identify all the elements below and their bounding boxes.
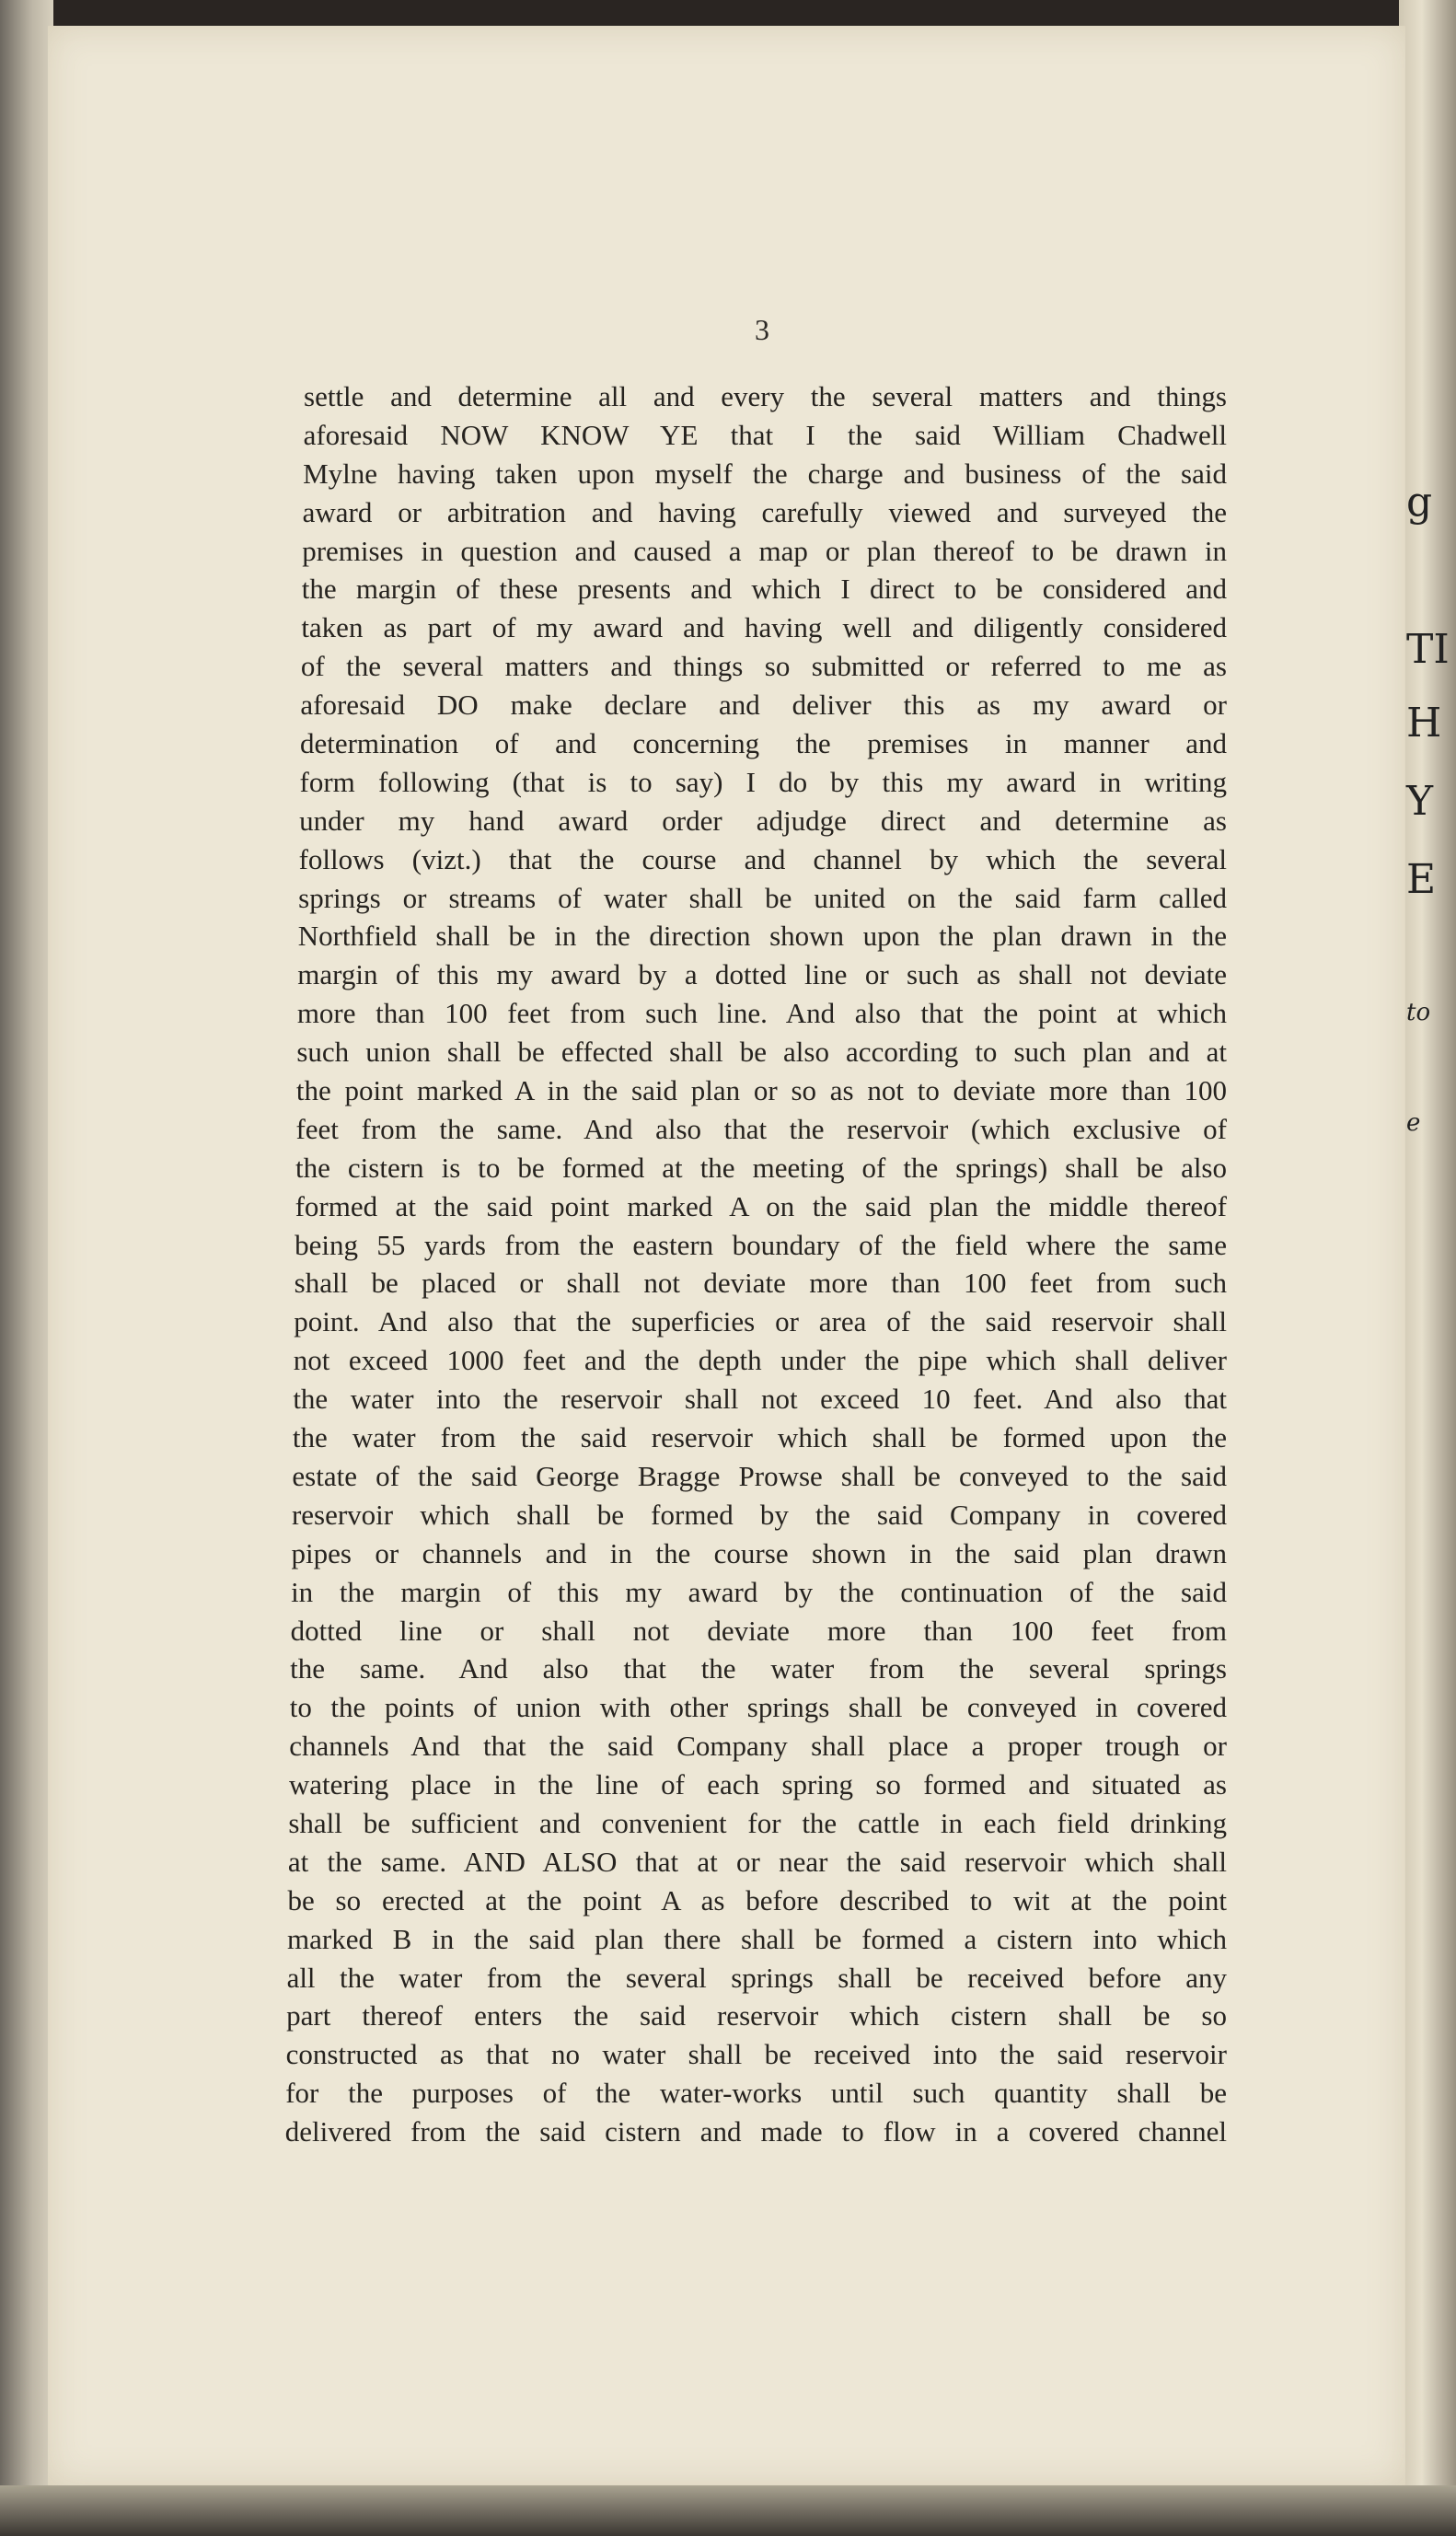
text-line: award or arbitration and having carefully viewed and surveyed the: [302, 495, 1227, 528]
text-line: dotted line or shall not deviate more than 100 feet from: [290, 1614, 1227, 1647]
edge-text-fragment: to: [1406, 999, 1431, 1026]
text-line: not exceed 1000 feet and the depth under the pipe which shall deliver: [293, 1344, 1227, 1377]
edge-text-fragment: E: [1406, 856, 1437, 903]
text-line: the cistern is to be formed at the meeting of the springs) shall be also: [295, 1151, 1227, 1184]
body-text: [284, 377, 1227, 2151]
text-line: estate of the said George Bragge Prowse shall be conveyed to the said: [292, 1459, 1227, 1492]
text-line: under my hand award order adjudge direct and determine as: [299, 804, 1227, 837]
text-line: all the water from the several springs shall be received before any: [286, 1961, 1227, 1994]
text-line: channels And that the said Company shall place a proper trough or: [289, 1730, 1227, 1763]
adjacent-pages-edge: [1399, 0, 1456, 2536]
text-line: such union shall be effected shall be also according to such plan and at: [296, 1036, 1227, 1069]
text-line: determination of and concerning the premises in manner and: [299, 727, 1227, 760]
text-line: be so erected at the point A as before described to wit at the point: [287, 1883, 1227, 1916]
text-line: Mylne having taken upon myself the charge and business of the said: [303, 457, 1227, 490]
text-line: form following (that is to say) I do by this my award in writing: [299, 765, 1227, 798]
text-line: to the points of union with other springs shall be conveyed in covered: [289, 1691, 1227, 1724]
text-line: part thereof enters the said reservoir which cistern shall be so: [286, 1999, 1227, 2032]
text-line: springs or streams of water shall be united on the said farm called: [298, 881, 1227, 914]
text-line: constructed as that no water shall be received into the said reservoir: [285, 2038, 1227, 2071]
edge-text-fragment: e: [1406, 1109, 1421, 1137]
edge-text-fragment: g: [1406, 479, 1433, 526]
page-number: 3: [755, 313, 769, 346]
text-line: for the purposes of the water-works until such quantity shall be: [285, 2077, 1227, 2110]
text-line: Northfield shall be in the direction shown upon the plan drawn in the: [297, 920, 1227, 953]
text-line: at the same. AND ALSO that at or near the said reservoir which shall: [287, 1845, 1227, 1878]
text-line: being 55 yards from the eastern boundary of the field where the same: [295, 1228, 1227, 1261]
text-line: follows (vizt.) that the course and channel by which the several: [298, 842, 1227, 875]
text-line: point. And also that the superficies or area of the said reservoir shall: [294, 1305, 1227, 1338]
text-line: marked B in the said plan there shall be formed a cistern into which: [287, 1922, 1227, 1955]
text-line: settle and determine all and every the several matters and things: [304, 380, 1227, 412]
text-line: more than 100 feet from such line. And also that the point at which: [296, 997, 1227, 1030]
text-line: the water into the reservoir shall not exceed 10 feet. And also that: [293, 1383, 1227, 1416]
edge-text-fragment: Y: [1406, 778, 1434, 825]
text-line: the point marked A in the said plan or so as not to deviate more than 100: [295, 1074, 1227, 1107]
text-line: watering place in the line of each spring so formed and situated as: [288, 1768, 1227, 1801]
text-line: aforesaid NOW KNOW YE that I the said William Chadwell: [303, 418, 1227, 451]
text-line: premises in question and caused a map or plan thereof to be drawn in: [302, 534, 1227, 567]
book-binding: [0, 0, 53, 2536]
text-line: the same. And also that the water from the several springs: [290, 1652, 1227, 1685]
text-line: the margin of these presents and which I direct to be considered and: [301, 573, 1227, 606]
text-line: shall be sufficient and convenient for the cattle in each field drinking: [288, 1806, 1227, 1839]
bottom-edge: [0, 2485, 1456, 2536]
edge-text-fragment: H: [1406, 700, 1442, 747]
text-line: formed at the said point marked A on the said plan the middle thereof: [295, 1189, 1227, 1222]
text-line: shall be placed or shall not deviate more than 100 feet from such: [294, 1267, 1227, 1300]
text-line: feet from the same. And also that the reservoir (which exclusive of: [295, 1112, 1227, 1145]
text-line: of the several matters and things so submitted or referred to me as: [300, 650, 1227, 683]
text-line: taken as part of my award and having well and diligently considered: [301, 611, 1227, 644]
text-line: aforesaid DO make declare and deliver this as my award or: [300, 689, 1227, 722]
text-line: delivered from the said cistern and made to flow in a covered channel: [284, 2115, 1227, 2148]
text-line: pipes or channels and in the course shown in the said plan drawn: [291, 1536, 1227, 1569]
text-line: in the margin of this my award by the continuation of the said: [291, 1575, 1227, 1608]
text-line: the water from the said reservoir which shall be formed upon the: [292, 1421, 1227, 1454]
text-line: margin of this my award by a dotted line or such as shall not deviate: [297, 958, 1227, 991]
edge-text-fragment: TI: [1406, 626, 1450, 673]
text-line: reservoir which shall be formed by the said Company in covered: [291, 1498, 1227, 1531]
